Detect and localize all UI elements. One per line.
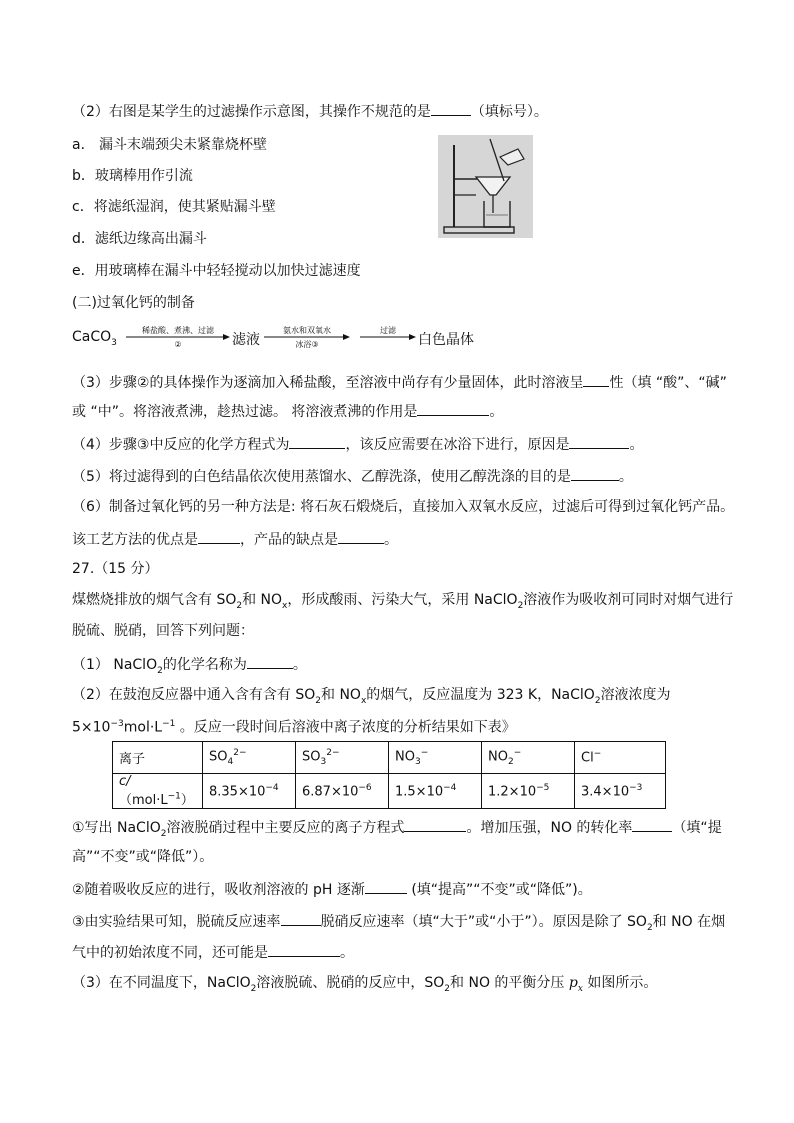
filtration-apparatus-icon: [438, 135, 533, 238]
ion-cell: $SO_4^{2-}$: [203, 742, 296, 774]
q27-part2-line2: $5\times 10^{-3}mol\cdot L^{-1}$ 。反应一段时间后溶液中离子浓度的分析结果如下表》: [72, 719, 516, 736]
filtration-apparatus-figure: [438, 135, 533, 238]
q27-part1: （1） NaClO$_2$的化学名称为 。: [72, 653, 307, 681]
ion-cell: $NO_3^-$: [389, 742, 482, 774]
flow-arrow-2: 氨水和双氧水 冰浴③: [264, 326, 350, 350]
answer-blank[interactable]: [289, 433, 345, 449]
table-header-cell: 离子: [113, 742, 203, 774]
answer-blank[interactable]: [198, 528, 240, 544]
answer-blank[interactable]: [569, 433, 629, 449]
flow-start: CaCO$_3$: [72, 329, 117, 348]
option-e: e．用玻璃棒在漏斗中轻轻搅动以加快过滤速度: [72, 263, 361, 279]
answer-blank[interactable]: [365, 878, 407, 894]
option-d: d．滤纸边缘高出漏斗: [72, 231, 207, 247]
value-cell: $8.35\times 10^{-4}$: [203, 774, 296, 809]
q3-line2: 或 “中”。将溶液煮沸，趁热过滤。 将溶液煮沸的作用是 。: [72, 400, 503, 422]
q6-line1: （6）制备过氧化钙的另一种方法是: 将石灰石煅烧后，直接加入双氧水反应，过滤后可得到过氧化钙产品。: [72, 499, 735, 515]
q5-line: （5）将过滤得到的白色结晶依次使用蒸馏水、乙醇洗涤，使用乙醇洗涤的目的是 。: [72, 465, 633, 487]
q27-part2-line1: （2）在鼓泡反应器中通入含有含有 $SO_2$和 $NO_x$的烟气，反应温度为 323 K，NaClO$_2$溶液浓度为: [72, 687, 671, 706]
value-cell: $1.5\times 10^{-4}$: [389, 774, 482, 809]
answer-blank[interactable]: [338, 528, 384, 544]
value-cell: $6.87\times 10^{-6}$: [296, 774, 389, 809]
q27-sub1-line1: ①写出 NaClO$_2$溶液脱硝过程中主要反应的离子方程式 。增加压强，NO 的转化率 （填“提: [72, 816, 722, 844]
q6-line2: 该工艺方法的优点是 ，产品的缺点是 。: [72, 528, 398, 550]
q27-sub3-line2: 气中的初始浓度不同，还可能是 。: [72, 941, 354, 963]
section-title: (二)过氧化钙的制备: [72, 295, 195, 311]
q27-sub1-line2: 高”“不变”或“降低”）。: [72, 849, 214, 865]
answer-blank[interactable]: [583, 371, 609, 387]
q4-line: （4）步骤③中反应的化学方程式为 ，该反应需要在冰浴下进行，原因是 。: [72, 433, 643, 455]
q27-sub3-line1: ③由实验结果可知，脱硫反应速率 脱硝反应速率（填“大于”或“小于”）。原因是除了 $SO_2$和 NO 在烟: [72, 910, 725, 938]
q27-intro-1: 煤燃烧排放的烟气含有 $SO_2$和 $NO_x$，形成酸雨、污染大气，采用 NaClO$_2$溶液作为吸收剂可同时对烟气进行: [72, 592, 734, 611]
q27-part3: （3）在不同温度下，NaClO$_2$溶液脱硫、脱硝的反应中，$SO_2$和 NO 的平衡分压 $p_x$ 如图所示。: [72, 975, 658, 994]
table-row: [113, 774, 666, 809]
arrow-icon: [360, 334, 416, 340]
answer-blank[interactable]: [632, 816, 672, 832]
q27-intro-2: 脱硫、脱硝，回答下列问题：: [72, 623, 254, 639]
ion-cell: Cl−: [575, 742, 666, 774]
option-c: c．将滤纸湿润，使其紧贴漏斗壁: [72, 199, 276, 215]
q27-sub2: ②随着吸收反应的进行，吸收剂溶液的 pH 逐渐 (填“提高”“不变”或“降低”)。: [72, 878, 592, 900]
ion-cell: $SO_3^{2-}$: [296, 742, 389, 774]
option-b: b．玻璃棒用作引流: [72, 168, 193, 184]
q2-stem: （2）右图是某学生的过滤操作示意图，其操作不规范的是 （填标号）。: [72, 100, 548, 122]
answer-blank[interactable]: [268, 941, 340, 957]
q3-line1: （3）步骤②的具体操作为逐滴加入稀盐酸，至溶液中尚存有少量固体，此时溶液呈 性（填 “酸”、“碱”: [72, 371, 727, 393]
ion-concentration-table: [112, 741, 666, 809]
flow-mid: 滤液: [232, 332, 260, 348]
table-header-cell: $c/(mol\cdot L^{-1})$: [113, 774, 203, 809]
answer-blank[interactable]: [281, 910, 321, 926]
ion-cell: $NO_2^-$: [482, 742, 575, 774]
flow-arrow-1: 稀盐酸、煮沸、过滤 ②: [126, 326, 230, 350]
answer-blank[interactable]: [417, 400, 489, 416]
flow-end: 白色晶体: [418, 332, 474, 348]
value-cell: $1.2\times 10^{-5}$: [482, 774, 575, 809]
option-a: a． 漏斗末端颈尖未紧靠烧杯壁: [72, 137, 268, 153]
flow-arrow-3: 过滤: [360, 326, 416, 350]
table-row: [113, 742, 666, 774]
question-27-header: 27.（15 分）: [72, 561, 159, 577]
value-cell: $3.4\times 10^{-3}$: [575, 774, 666, 809]
answer-blank[interactable]: [571, 465, 619, 481]
answer-blank[interactable]: [247, 653, 293, 669]
answer-blank[interactable]: [404, 816, 466, 832]
answer-blank[interactable]: [431, 100, 471, 116]
